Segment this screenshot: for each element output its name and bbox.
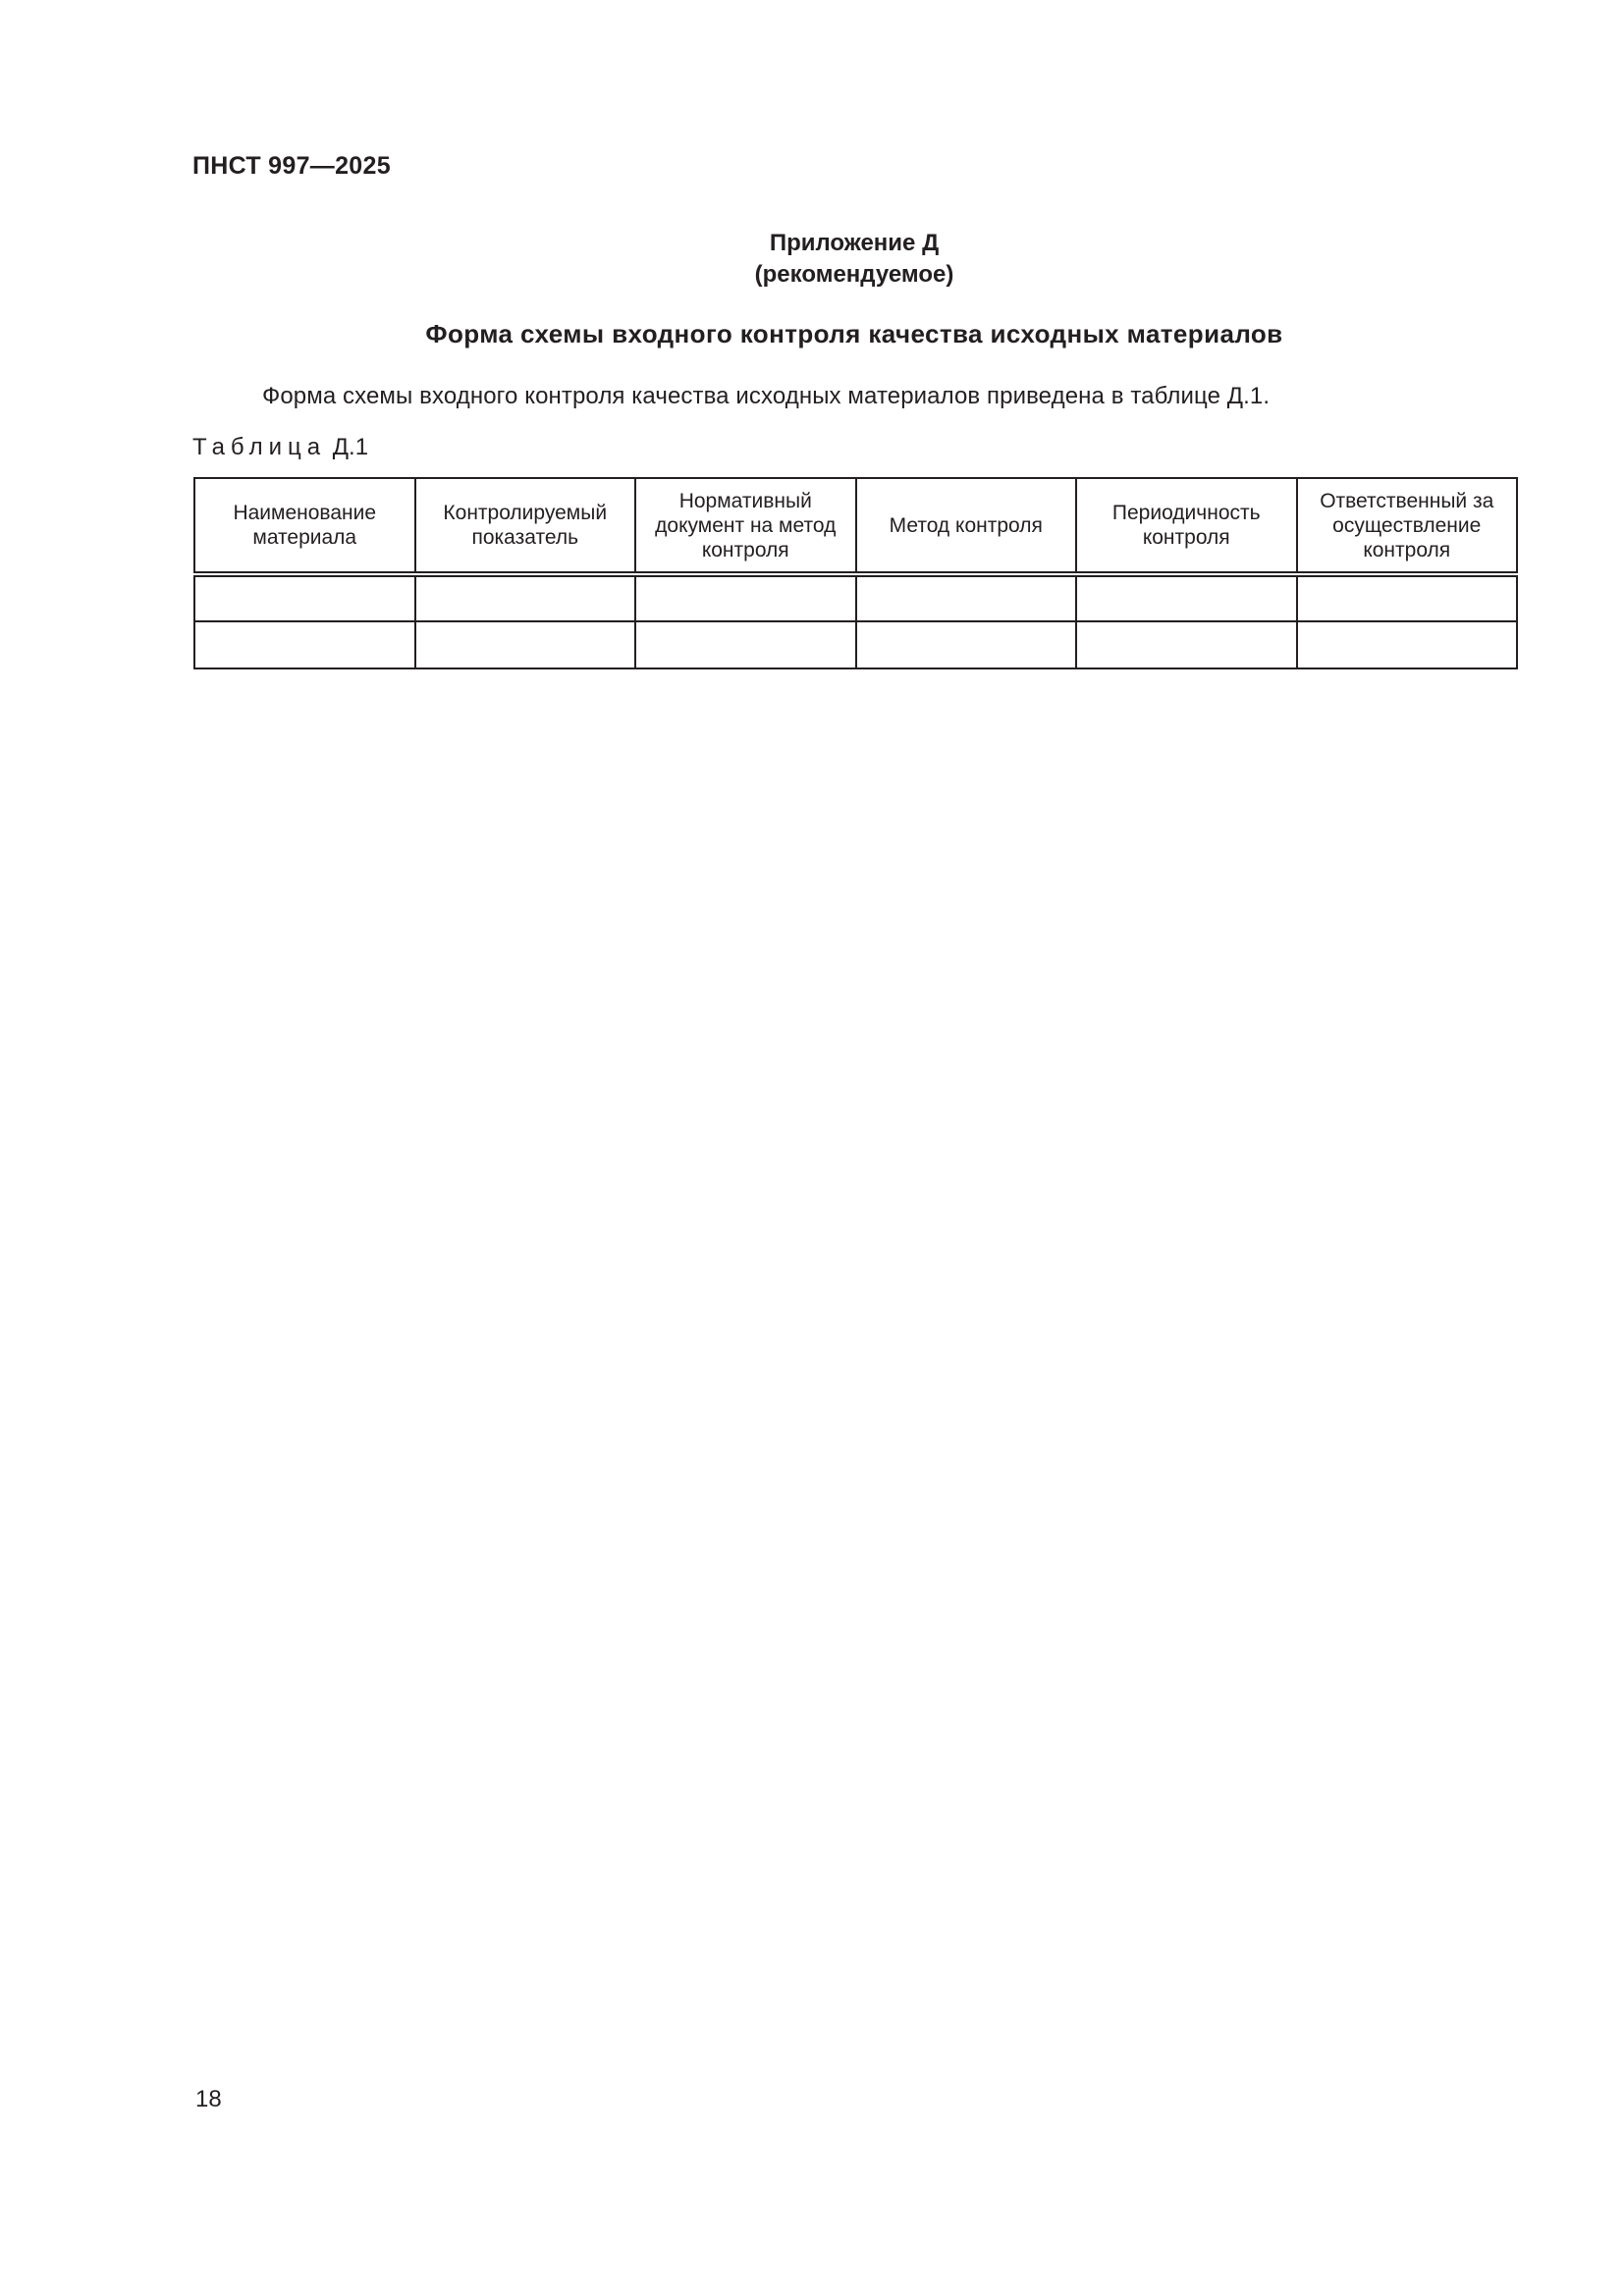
table-row xyxy=(194,574,1517,621)
table-caption-label: Таблица xyxy=(192,434,327,460)
table-cell xyxy=(1297,621,1518,668)
table-header-row xyxy=(194,478,1517,574)
intro-paragraph: Форма схемы входного контроля качества исходных материалов приведена в таблице Д.1. xyxy=(262,383,1271,409)
appendix-heading xyxy=(0,228,1624,291)
column-header-responsible-person: Ответственный за осуществление контроля xyxy=(1297,478,1518,574)
table-cell xyxy=(856,574,1077,621)
table-cell xyxy=(1076,574,1297,621)
column-header-control-frequency: Периодичность контроля xyxy=(1076,478,1297,574)
appendix-status: (рекомендуемое) xyxy=(754,261,954,288)
page-number: 18 xyxy=(195,2086,222,2112)
table-cell xyxy=(856,621,1077,668)
table-row xyxy=(194,621,1517,668)
column-header-control-method: Метод контроля xyxy=(856,478,1077,574)
document-code: ПНСТ 997—2025 xyxy=(192,152,391,180)
table-cell xyxy=(635,621,856,668)
table-cell xyxy=(1076,621,1297,668)
table-cell xyxy=(194,621,415,668)
section-title: Форма схемы входного контроля качества исходных материалов xyxy=(425,319,1283,348)
table-cell xyxy=(635,574,856,621)
table-cell xyxy=(1297,574,1518,621)
quality-control-form-table xyxy=(193,477,1518,669)
column-header-controlled-parameter: Контролируемый показатель xyxy=(415,478,636,574)
column-header-material-name: Наименование материала xyxy=(194,478,415,574)
table-caption xyxy=(192,434,368,461)
table-cell xyxy=(415,574,636,621)
table-cell xyxy=(415,621,636,668)
table-caption-number: Д.1 xyxy=(332,434,369,460)
column-header-normative-document: Нормативный документ на метод контроля xyxy=(635,478,856,574)
appendix-title: Приложение Д xyxy=(769,230,940,256)
table-cell xyxy=(194,574,415,621)
